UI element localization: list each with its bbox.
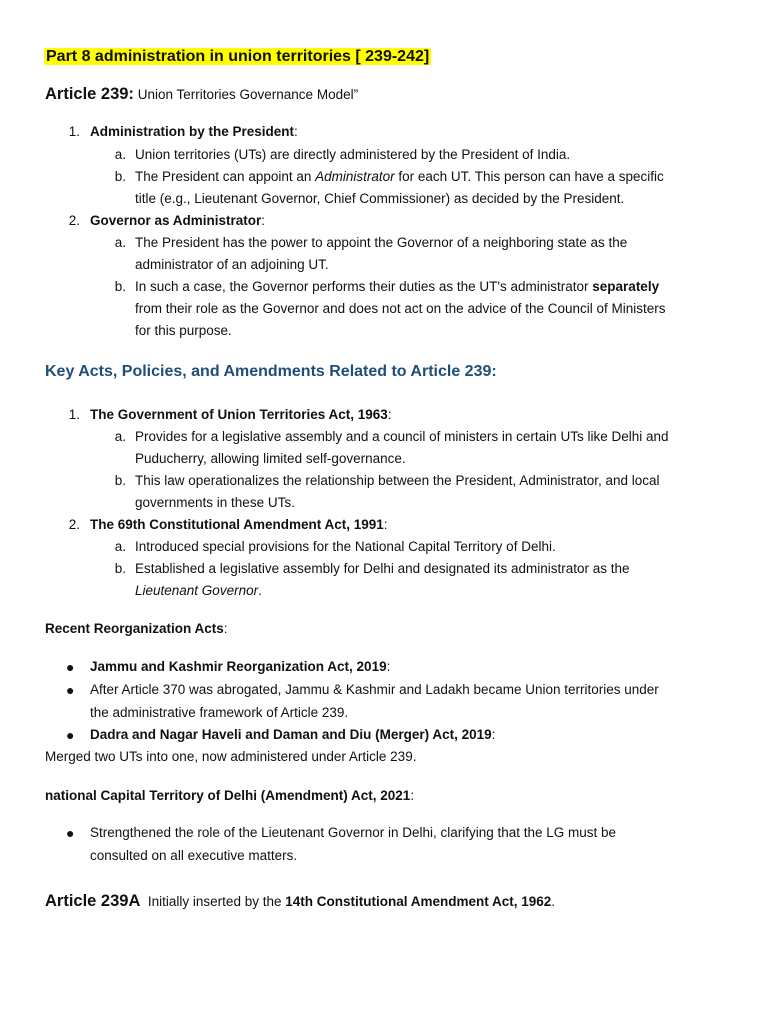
sub-item-text: Provides for a legislative assembly and a council of ministers in certain UTs like Delhi and [135,429,669,444]
sub-item-text: The President has the power to appoint the Governor of a neighboring state as the [135,235,628,250]
list-item-title: The 69th Constitutional Amendment Act, 1991: [90,517,388,532]
bullet-text: After Article 370 was abrogated, Jammu & Kashmir and Ladakh became Union territories under [90,682,659,697]
list-number: 1. [68,124,80,139]
sub-letter: a. [114,429,126,444]
bullet-icon: ● [66,682,75,698]
merged-text: Merged two UTs into one, now administered under Article 239. [45,749,417,764]
part-heading [44,46,431,68]
sub-item-text: for this purpose. [135,323,232,338]
sub-item-text: This law operationalizes the relationship between the President, Administrator, and local [135,473,660,488]
sub-item-text: Established a legislative assembly for Delhi and designated its administrator as the [135,561,630,576]
bullet-icon: ● [66,659,75,675]
list-number: 2. [68,213,80,228]
sub-item-text: administrator of an adjoining UT. [135,257,329,272]
list-item-title: Administration by the President: [90,124,298,139]
sub-item-text: The President can appoint an Administrator for each UT. This person can have a specific [135,169,664,184]
recent-acts-heading: Recent Reorganization Acts: [45,621,228,636]
bullet-text: Jammu and Kashmir Reorganization Act, 2019: [90,659,391,674]
part-heading-text: Part 8 administration in union territories [ 239-242] [46,48,430,65]
list-number: 2. [68,517,80,532]
sub-item-text: Lieutenant Governor. [135,583,262,598]
article-239a: Article 239A Initially inserted by the 14th Constitutional Amendment Act, 1962. [45,892,556,910]
sub-item-text: Puducherry, allowing limited self-governance. [135,451,406,466]
sub-item-text: from their role as the Governor and does not act on the advice of the Council of Ministers [135,301,666,316]
sub-letter: b. [114,279,126,294]
sub-item-text: Introduced special provisions for the National Capital Territory of Delhi. [135,539,556,554]
bullet-text: Strengthened the role of the Lieutenant Governor in Delhi, clarifying that the LG must be [90,825,617,840]
list-number: 1. [68,407,80,422]
sub-letter: b. [114,561,126,576]
key-acts-heading: Key Acts, Policies, and Amendments Related to Article 239: [45,363,497,380]
bullet-text: Dadra and Nagar Haveli and Daman and Diu (Merger) Act, 2019: [90,727,496,742]
sub-letter: b. [114,473,126,488]
bullet-icon: ● [66,727,75,743]
sub-letter: a. [114,147,126,162]
sub-item-text: In such a case, the Governor performs their duties as the UT's administrator separately [135,279,660,294]
list-item-title: Governor as Administrator: [90,213,266,228]
article-239-title: Article 239: Union Territories Governance Model” [45,85,359,103]
sub-item-text: title (e.g., Lieutenant Governor, Chief Commissioner) as decided by the President. [135,191,625,206]
list-item-title: The Government of Union Territories Act, 1963: [90,407,392,422]
bullet-text: consulted on all executive matters. [90,848,298,863]
sub-item-text: Union territories (UTs) are directly administered by the President of India. [135,147,571,162]
nct-heading: national Capital Territory of Delhi (Amendment) Act, 2021: [45,788,415,803]
sub-letter: a. [114,235,126,250]
sub-letter: a. [114,539,126,554]
bullet-icon: ● [66,825,75,841]
sub-letter: b. [114,169,126,184]
bullet-text: the administrative framework of Article 239. [90,705,349,720]
sub-item-text: governments in these UTs. [135,495,295,510]
